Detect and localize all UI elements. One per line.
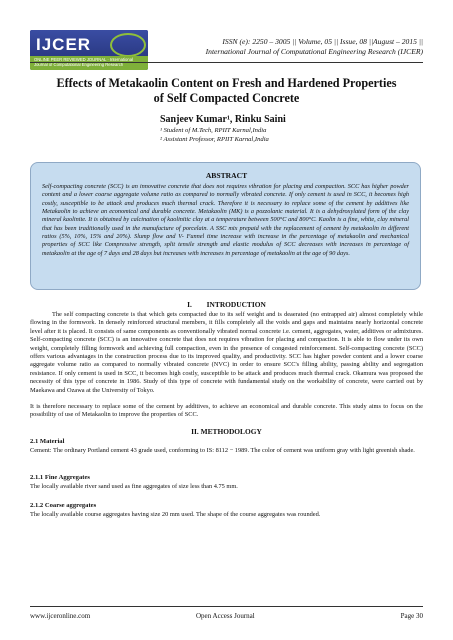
subsection-fine-aggregates-text: The locally available river sand used as fine aggregates of size less than 4.75 mm. bbox=[30, 483, 238, 490]
logo-tagline: ONLINE PEER REVIEWED JOURNAL · International Journal of Computational Engineering Research bbox=[34, 57, 133, 67]
affiliation-2: ² Assistant Professor, RPIIT Karnal,India bbox=[160, 136, 269, 143]
subsection-fine-aggregates-heading: 2.1.1 Fine Aggregates bbox=[30, 474, 90, 481]
section-heading-introduction: I. INTRODUCTION bbox=[187, 300, 266, 309]
subsection-coarse-aggregates-heading: 2.1.2 Coarse aggregates bbox=[30, 502, 97, 509]
subsection-material-heading: 2.1 Material bbox=[30, 438, 65, 445]
abstract-text: Self-compacting concrete (SCC) is an innovative concrete that does not requires vibration for placing and compaction. SCC has higher powder content and a lower coarse aggregate volume ratio as compared to normally vibrated concrete. If only cement is used in SCC, it becomes high costly, susceptible to be attack and produces much thermal crack. Therefore it is necessary to replace some of the cement by additives like Metakaolin to achieve an economical and durable concrete. Metakaolin (MK) is a pozzolanic material. It is a dehydroxylated form of the clay mineral kaolinite. It is obtained by calcination of kaolinitic clay at a temperature between 500°C and 800°C. Kaolin is a fine, white, clay mineral that has been traditionally used in the manufacture of porcelain. A SSC mix prepaid with the replacement of cement by metakaolin in different ratios (5%, 10%, 15% and 20%). Slump flow and V- Funnel time increase with increase in the percentage of metakaolin and mechanical properties of SCC like Compressive strength, split tensile strength and elastic modulus of SCC decreases with increases in percentage of metakaolin at the age of 7 days and 28 days but increases with increases in percentage of metakaolin at the age of 90 days. bbox=[42, 183, 409, 257]
issn-line: ISSN (e): 2250 – 3005 || Volume, 05 || Issue, 08 ||August – 2015 || bbox=[222, 37, 423, 46]
journal-header bbox=[143, 37, 423, 57]
footer-page-number: Page 30 bbox=[400, 612, 423, 620]
header-rule bbox=[30, 62, 423, 63]
footer-rule bbox=[30, 606, 423, 607]
section-heading-methodology: II. METHODOLOGY bbox=[191, 427, 262, 436]
intro-paragraph-1: The self compacting concrete is that which gets compacted due to its self weight and is deaerated (no entrapped air) almost completely while flowing in the formwork. In densely reinforced structural members, it fills completely all the voids and gaps and maintains nearly horizontal concrete level after it is placed. It consists of same components as conventionally vibrated normal concrete i.e. cement, aggregates, water, additives or admixtures. Self-compacting concrete (SCC) is an innovative concrete that does not requires vibration for placing and compaction. It is able to flow under its own weight, completely filling formwork and achieving full compaction, even in the presence of congested reinforcement. Self-compacting concrete (SCC) offers various advantages in the construction process due to its improved quality, and productivity. SCC has higher powder content and a lower coarse aggregate volume ratio as compared to normally vibrated concrete (NVC) in order to ensure SCC's filling ability, passing ability and segregation resistance. If only cement is used in SCC, it becomes high costly, susceptible to be attack and produces much thermal crack. Okamura was proposed the necessity of this type of concrete in 1986. Study of this type of concrete with fundamental study on the workability of concrete, were carried out by Maekawa and Ozawa at the University of Tokyo. bbox=[30, 311, 423, 394]
intro-paragraph-2: It is therefore necessary to replace some of the cement by additives, to achieve an economical and durable concrete. This study aims to focus on the possibility of use of Metakaolin to improve the properties of SCC. bbox=[30, 403, 423, 419]
affiliation-1: ¹ Student of M.Tech, RPIIT Karnal,India bbox=[160, 127, 267, 134]
footer-website-link[interactable]: www.ijceronline.com bbox=[30, 612, 91, 620]
abstract-box bbox=[30, 162, 421, 290]
paper-authors: Sanjeev Kumar¹, Rinku Saini bbox=[160, 114, 286, 125]
subsection-coarse-aggregates-text: The locally available course aggregates having size 20 mm used. The shape of the course aggregates was rounded. bbox=[30, 511, 321, 518]
logo-wordmark: IJCER bbox=[36, 35, 92, 54]
journal-logo bbox=[30, 30, 148, 70]
subsection-material-text: Cement: The ordinary Portland cement 43 grade used, conforming to IS: 8112 − 1989. The color of cement was uniform gray with light greenish shade. bbox=[30, 447, 415, 454]
abstract-heading: ABSTRACT bbox=[205, 171, 248, 180]
footer-access-label: Open Access Journal bbox=[196, 612, 255, 620]
journal-name-line: International Journal of Computational Engineering Research (IJCER) bbox=[205, 47, 423, 56]
paper-title: Effects of Metakaolin Content on Fresh and Hardened Properties of Self Compacted Concrete bbox=[56, 76, 397, 105]
logo-emblem-icon bbox=[110, 33, 146, 57]
